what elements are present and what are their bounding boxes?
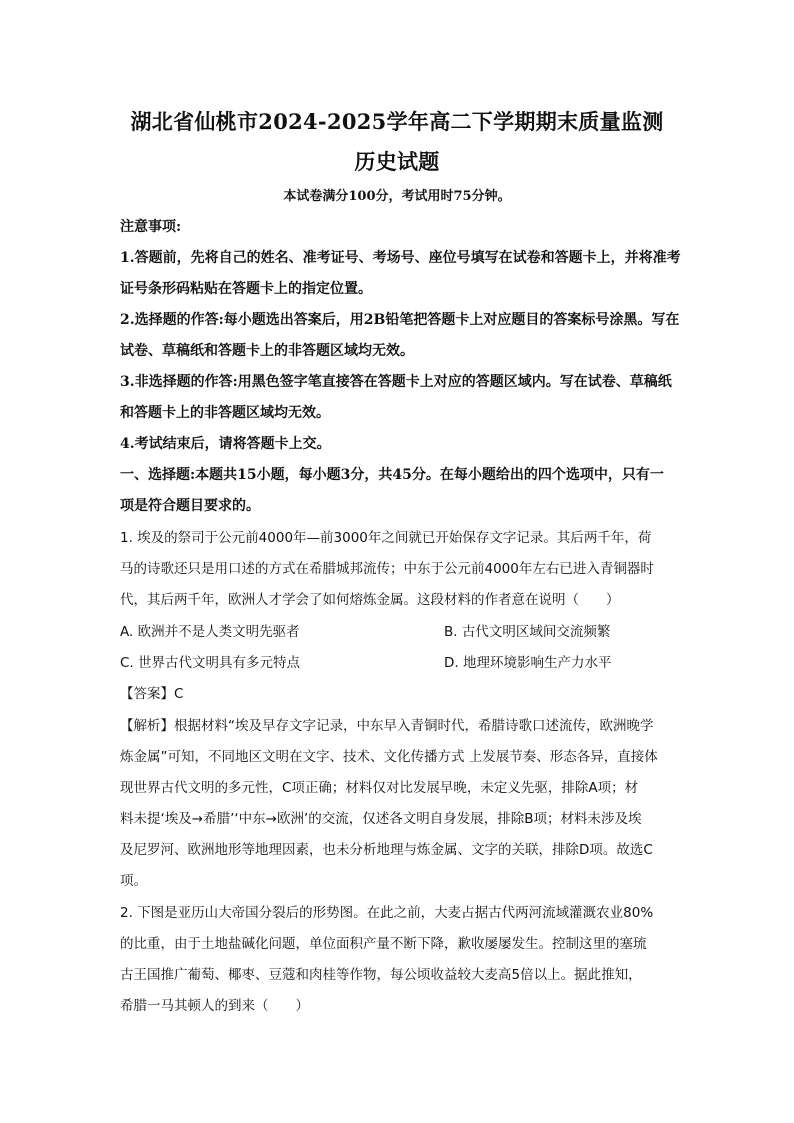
notice-line: 和答题卡上的非答题区域均无效。 bbox=[120, 405, 330, 421]
section-heading: 一、选择题:本题共15小题，每小题3分，共45分。在每小题给出的四个选项中，只有一 bbox=[120, 467, 664, 483]
question-2-stem: 希腊一马其顿人的到来（ ） bbox=[120, 998, 309, 1014]
notice-line: 1.答题前，先将自己的姓名、准考证号、考场号、座位号填写在试卷和答题卡上，并将准考 bbox=[120, 250, 681, 266]
notice-line: 3.非选择题的作答:用黑色签字笔直接答在答题卡上对应的答题区域内。写在试卷、草稿纸 bbox=[120, 374, 672, 390]
notice-line: 证号条形码粘贴在答题卡上的指定位置。 bbox=[120, 281, 372, 297]
question-1-answer: 【答案】C bbox=[120, 686, 184, 702]
question-1-stem: 代，其后两千年，欧洲人才学会了如何熔炼金属。这段材料的作者意在说明（ ） bbox=[120, 592, 620, 608]
question-1-option-c: C. 世界古代文明具有多元特点 bbox=[120, 655, 301, 671]
exam-subject-title: 历史试题 bbox=[354, 149, 440, 174]
question-1-analysis: 【解析】根据材料“埃及早存文字记录，中东早入青铜时代，希腊诗歌口述流传，欧洲晚学 bbox=[120, 718, 654, 734]
question-1-analysis: 现世界古代文明的多元性，C项正确；材料仅对比发展早晚，未定义先驱，排除A项；材 bbox=[120, 780, 639, 796]
question-1-option-b: B. 古代文明区域间交流频繁 bbox=[444, 624, 611, 640]
question-1-analysis: 项。 bbox=[120, 873, 147, 889]
question-2-stem: 2. 下图是亚历山大帝国分裂后的形势图。在此之前，大麦占据古代两河流域灌溉农业80% bbox=[120, 905, 654, 921]
exam-title: 湖北省仙桃市2024-2025学年高二下学期期末质量监测 bbox=[130, 109, 664, 134]
question-1-stem: 马的诗歌还只是用口述的方式在希腊城邦流传；中东于公元前4000年左右已进入青铜器时 bbox=[120, 561, 654, 577]
exam-score-time-note: 本试卷满分100分，考试用时75分钟。 bbox=[283, 189, 511, 204]
question-1-option-d: D. 地理环境影响生产力水平 bbox=[444, 655, 612, 671]
notice-line: 2.选择题的作答:每小题选出答案后，用2B铅笔把答题卡上对应题目的答案标号涂黑。写在 bbox=[120, 312, 680, 328]
question-1-analysis: 料未提‘埃及→希腊’‘中东→欧洲’的交流，仅述各文明自身发展，排除B项；材料未涉及埃 bbox=[120, 811, 642, 827]
question-1-analysis: 及尼罗河、欧洲地形等地理因素，也未分析地理与炼金属、文字的关联，排除D项。故选C bbox=[120, 842, 653, 858]
question-1-stem: 1. 埃及的祭司于公元前4000年—前3000年之间就已开始保存文字记录。其后两千年，荷 bbox=[120, 530, 652, 546]
section-heading: 项是符合题目要求的。 bbox=[120, 498, 260, 514]
notice-line: 4.考试结束后，请将答题卡上交。 bbox=[120, 436, 331, 452]
notice-heading: 注意事项: bbox=[120, 219, 182, 235]
question-2-stem: 的比重，由于土地盐碱化问题，单位面积产量不断下降，歉收屡屡发生。控制这里的塞琉 bbox=[120, 936, 647, 952]
question-1-option-a: A. 欧洲并不是人类文明先驱者 bbox=[120, 624, 300, 640]
question-1-analysis: 炼金属”可知，不同地区文明在文字、技术、文化传播方式 上发展节奏、形态各异，直接体 bbox=[120, 749, 658, 765]
question-2-stem: 古王国推广葡萄、椰枣、豆蔻和肉桂等作物，每公顷收益较大麦高5倍以上。据此推知， bbox=[120, 967, 642, 983]
notice-line: 试卷、草稿纸和答题卡上的非答题区域均无效。 bbox=[120, 343, 414, 359]
